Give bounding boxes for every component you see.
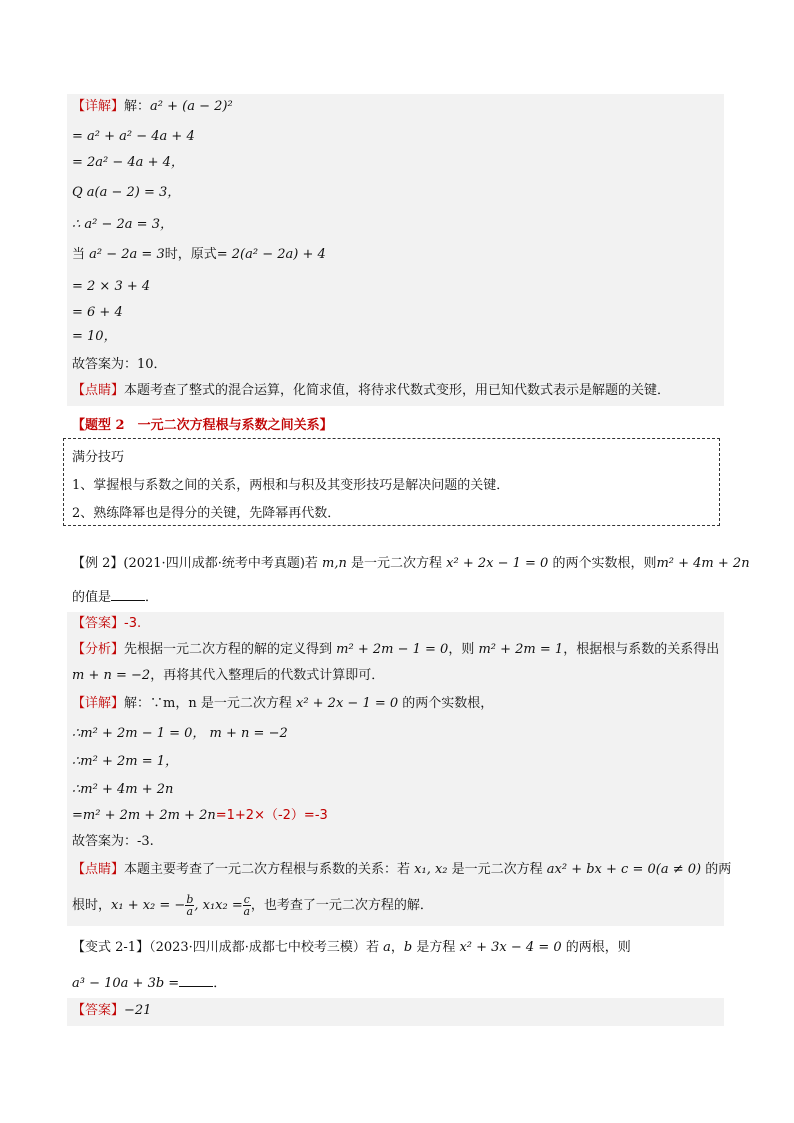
example2-label: 【例 2】: [72, 556, 124, 571]
tip-title: 满分技巧: [72, 450, 125, 465]
answer-blank: [111, 588, 145, 601]
section-heading-type2: 【题型 2 一元二次方程根与系数之间关系】: [72, 418, 333, 433]
detail-tag: 【详解】: [72, 99, 125, 114]
ex2-final-answer: 故答案为：-3.: [72, 834, 154, 849]
example2-question-cont: 的值是 ．: [72, 590, 159, 605]
ex2-point-1: 【点睛】本题主要考查了一元二次方程根与系数的关系：若 x₁, x₂ 是一元二次方程 ax² + bx + c = 0(a ≠ 0) 的两: [72, 862, 732, 877]
step-line-6: 当 a² − 2a = 3时，原式= 2(a² − 2a) + 4: [72, 247, 326, 262]
tip-item-2: 2、熟练降幂也是得分的关键，先降幂再代数．: [72, 506, 341, 521]
variant21-question: 【变式 2-1】（2023·四川成都·成都七中校考三模）若 a，b 是方程 x² + 3x − 4 = 0 的两根，则: [72, 940, 631, 955]
variant21-label: 【变式 2-1】: [72, 940, 150, 955]
ex2-detail-2: ∴m² + 2m − 1 = 0， m + n = −2: [72, 726, 288, 741]
variant21-answer: 【答案】−21: [72, 1003, 152, 1018]
ex2-analysis-1: 【分析】先根据一元二次方程的解的定义得到 m² + 2m − 1 = 0，则 m² + 2m = 1，根据根与系数的关系得出: [72, 642, 720, 657]
step-line-7: = 2 × 3 + 4: [72, 279, 151, 294]
step-line-9: = 10，: [72, 329, 117, 344]
ex2-analysis-2: m + n = −2，再将其代入整理后的代数式计算即可．: [72, 668, 385, 683]
fraction-c-over-a: $\frac{c}{a}$: [243, 893, 251, 918]
step-line-2: = a² + a² − 4a + 4: [72, 129, 195, 144]
ex2-detail-3: ∴m² + 2m = 1，: [72, 754, 178, 769]
fraction-b-over-a: $\frac{b}{a}$: [186, 893, 194, 918]
ex2-detail-5: =m² + 2m + 2m + 2n=1+2×（-2）=-3: [72, 808, 328, 823]
ex2-point-2: 根时，x₁ + x₂ = − $\frac{b}{a}$ , x₁x₂ = $\frac{c}{a}$ ，也考查了一元二次方程的解．: [72, 893, 433, 918]
detail-line-1: 【详解】解：a² + (a − 2)²: [72, 99, 233, 114]
point-line-1: 【点睛】本题考查了整式的混合运算，化简求值，将待求代数式变形，用已知代数式表示是解题的关键．: [72, 383, 671, 398]
tip-item-1: 1、掌握根与系数之间的关系，两根和与积及其变形技巧是解决问题的关键．: [72, 478, 510, 493]
variant21-question-cont: a³ − 10a + 3b = ．: [72, 976, 227, 991]
ex2-detail-1: 【详解】解：∵m，n 是一元二次方程 x² + 2x − 1 = 0 的两个实数根，: [72, 696, 494, 711]
answer-blank: [179, 974, 213, 987]
step-line-4: Q a(a − 2) = 3，: [72, 185, 181, 200]
answer-line-1: 故答案为：10．: [72, 357, 167, 372]
example2-question: 【例 2】(2021·四川成都·统考中考真题)若 m,n 是一元二次方程 x² + 2x − 1 = 0 的两个实数根，则m² + 4m + 2n: [72, 556, 750, 571]
step-line-3: = 2a² − 4a + 4，: [72, 155, 184, 170]
solution-box-3: [67, 998, 724, 1026]
step-line-5: ∴ a² − 2a = 3，: [72, 217, 173, 232]
ex2-detail-4: ∴m² + 4m + 2n: [72, 782, 174, 797]
step-line-8: = 6 + 4: [72, 305, 123, 320]
ex2-answer: 【答案】-3.: [72, 616, 142, 631]
